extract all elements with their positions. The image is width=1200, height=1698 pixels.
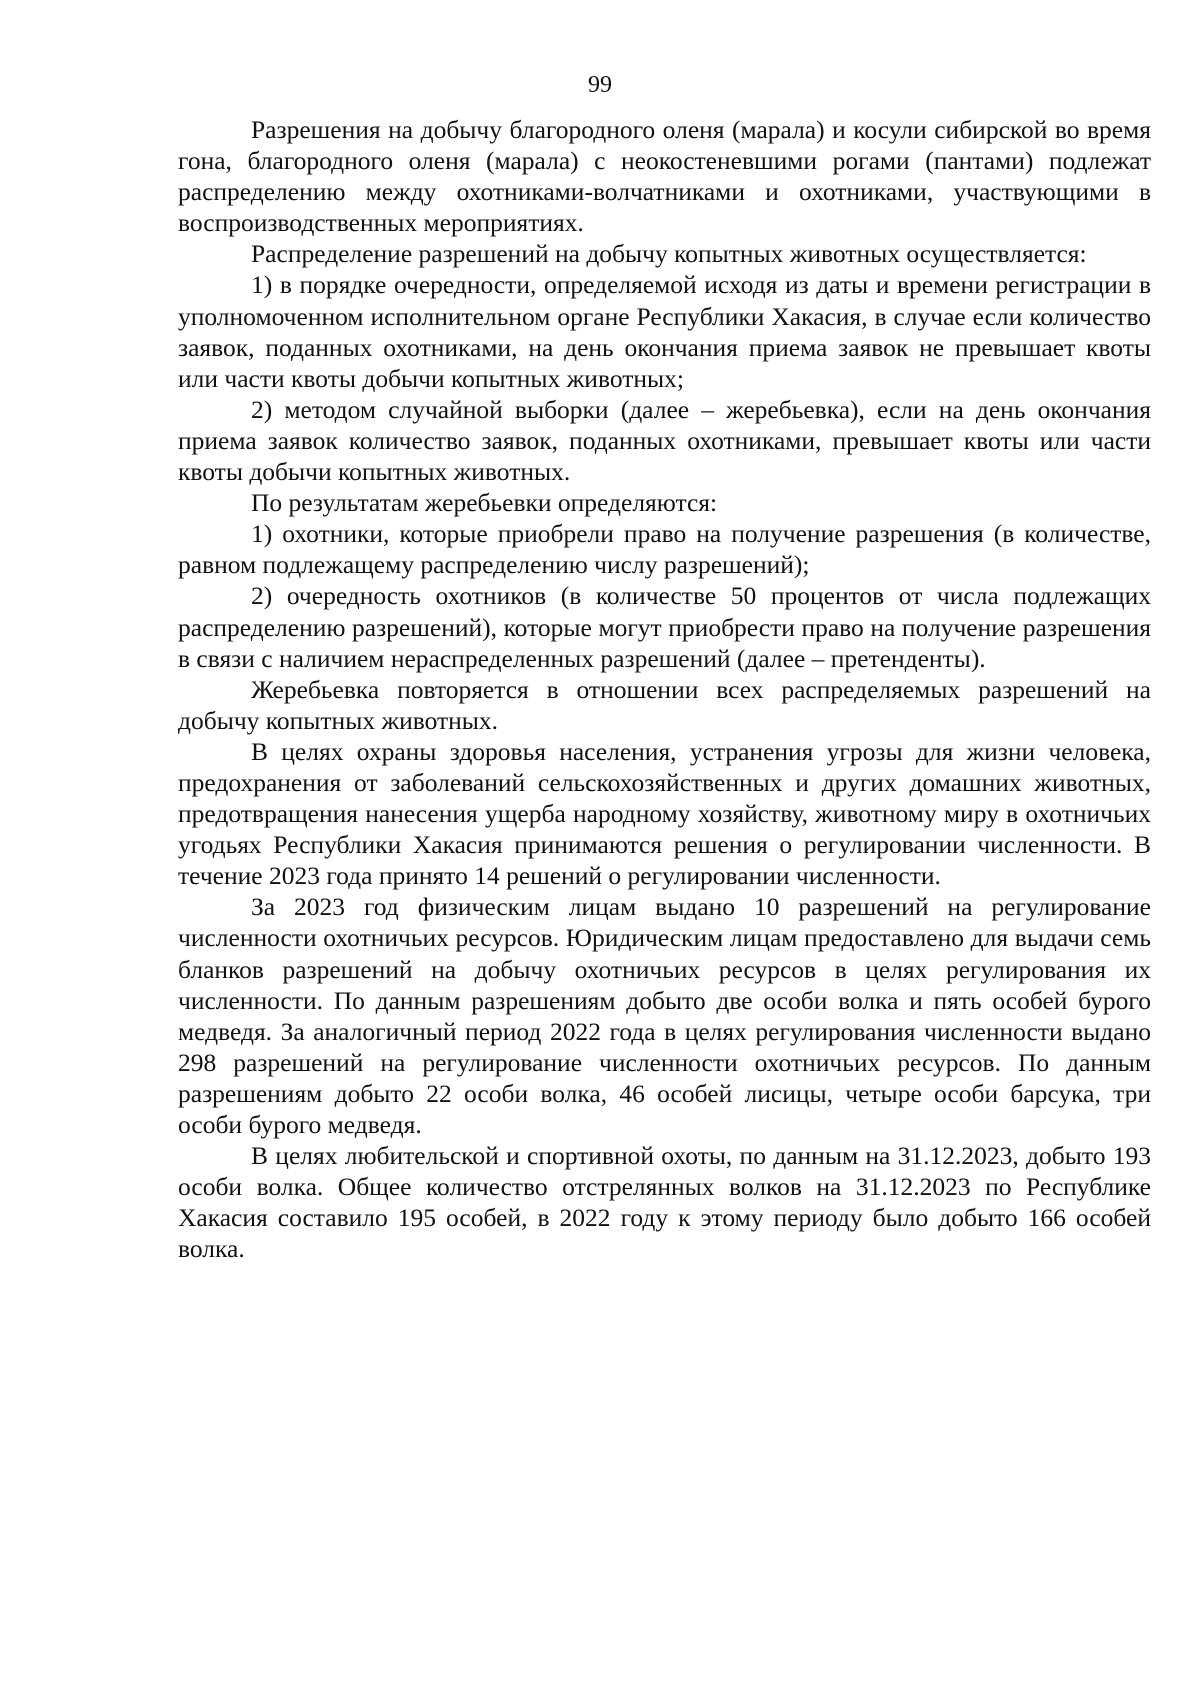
paragraph-random-draw-method: 2) методом случайной выборки (далее – жеребьевка), если на день окончания приема заявок количество заявок, поданных охотниками, превышает квоты или части квоты добычи копытных животных. — [178, 394, 1151, 487]
paragraph-wolf-hunting-statistics: В целях любительской и спортивной охоты, по данным на 31.12.2023, добыто 193 особи волка. Общее количество отстрелянных волков на 31.12.2023 по Республике Хакасия составило 195 особей, в 2022 году к этому периоду было добыто 166 особей волка. — [178, 1141, 1151, 1264]
paragraph-queue-order-method: 1) в порядке очередности, определяемой исходя из даты и времени регистрации в уполномоченном исполнительном органе Республики Хакасия, в случае если количество заявок, поданных охотниками, на день окончания приема заявок не превышает квоты или части квоты добычи копытных животных; — [178, 270, 1151, 393]
paragraph-distribution-methods-intro: Распределение разрешений на добычу копытных животных осуществляется: — [251, 239, 1087, 269]
paragraph-draw-result-candidates: 2) очередность охотников (в количестве 50 процентов от числа подлежащих распределению разрешений), которые могут приобрести право на получение разрешения в связи с наличием нераспределенных разрешений (далее – претенденты). — [178, 581, 1151, 673]
paragraph-draw-result-winners: 1) охотники, которые приобрели право на получение разрешения (в количестве, равном подлежащему распределению числу разрешений); — [178, 519, 1151, 580]
page-number: 99 — [588, 72, 612, 98]
paragraph-hunting-permits-distribution: Разрешения на добычу благородного оленя (марала) и косули сибирской во время гона, благородного оленя (марала) с неокостеневшими рогами (пантами) подлежат распределению между охотниками-волчатниками и охотниками, участвующими в воспроизводственных мероприятиях. — [178, 115, 1151, 238]
paragraph-regulation-permits-statistics: За 2023 год физическим лицам выдано 10 разрешений на регулирование численности охотничьих ресурсов. Юридическим лицам предоставлено для выдачи семь бланков разрешений на добычу охотничьих ресурсов в целях регулирования их численности. По данным разрешениям добыто две особи волка и пять особей бурого медведя. За аналогичный период 2022 года в целях регулирования численности выдано 298 разрешений на регулирование численности охотничьих ресурсов. По данным разрешениям добыто 22 особи волка, 46 особей лисицы, четыре особи барсука, три особи бурого медведя. — [178, 892, 1151, 1139]
paragraph-population-regulation-decisions: В целях охраны здоровья населения, устранения угрозы для жизни человека, предохранения от заболеваний сельскохозяйственных и других домашних животных, предотвращения нанесения ущерба народному хозяйству, животному миру в охотничьих угодьях Республики Хакасия принимаются решения о регулировании численности. В течение 2023 года принято 14 решений о регулировании численности. — [178, 736, 1151, 891]
body-text — [178, 114, 1151, 1264]
paragraph-draw-results-intro: По результатам жеребьевки определяются: — [251, 488, 718, 518]
paragraph-draw-repetition: Жеребьевка повторяется в отношении всех распределяемых разрешений на добычу копытных животных. — [178, 674, 1151, 735]
